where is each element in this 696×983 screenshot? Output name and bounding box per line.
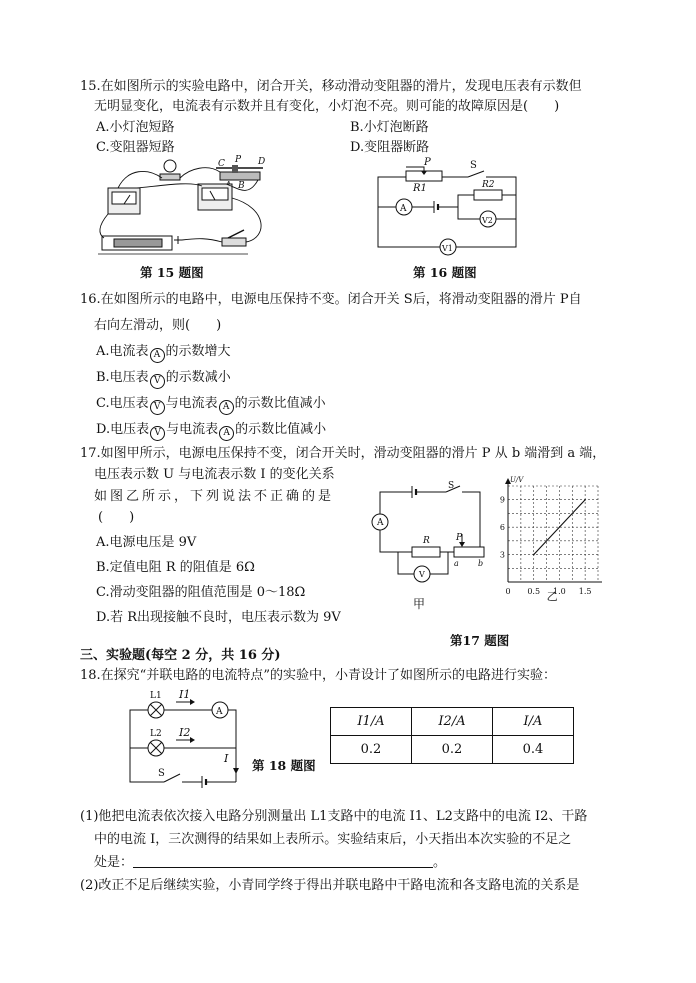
table-cell: 0.4	[493, 736, 574, 764]
answer-blank[interactable]	[133, 855, 433, 868]
q15-apparatus-figure	[98, 155, 278, 260]
q15-stem-line2: 无明显变化，电流表有示数并且有变化，小灯泡不亮。则可能的故障原因是( )	[94, 99, 560, 114]
label-i2: I2	[179, 726, 191, 739]
table-header-row	[331, 708, 574, 736]
y-tick-label: 6	[499, 523, 505, 533]
q18-caption: 第 18 题图	[252, 758, 316, 773]
x-tick-label: 0	[505, 587, 511, 596]
bulb-icon	[160, 160, 180, 180]
q15-option-b: B.小灯泡断路	[350, 120, 429, 135]
q17-option-c: C.滑动变阻器的阻值范围是 0～18Ω	[96, 585, 306, 600]
table-row	[331, 736, 574, 764]
label-s: S	[448, 481, 455, 491]
ammeter-symbol-icon: A	[150, 348, 165, 363]
q16-stem-line1: 16.在如图所示的电路中，电源电压保持不变。闭合开关 S后，将滑动变阻器的滑片 P自	[80, 292, 582, 307]
table-header-cell: I1/A	[357, 714, 385, 729]
label-s: S	[158, 768, 165, 779]
table-header-cell: I/A	[523, 714, 543, 729]
label-r: R	[423, 536, 430, 546]
table-header-cell: I2/A	[438, 714, 466, 729]
q16-option-c: C.电压表 V 与电流表 A 的示数比值减小	[96, 396, 326, 415]
label-l1: L1	[150, 691, 162, 701]
q15-stem-line1: 15.在如图所示的实验电路中，闭合开关，移动滑动变阻器的滑片，发现电压表有示数但	[80, 79, 582, 94]
q18-part2-line1: (2)改正不足后继续实验，小青同学终于得出并联电路中干路电流和各支路电流的关系是	[80, 878, 580, 893]
voltmeter-v1-label: V1	[442, 244, 453, 253]
q16-caption: 第 16 题图	[413, 265, 477, 280]
label-p: P	[424, 157, 431, 168]
q18-circuit-figure	[124, 688, 244, 788]
battery-icon	[102, 236, 182, 250]
q15-option-a: A.小灯泡短路	[96, 120, 175, 135]
ammeter-icon	[198, 184, 232, 210]
label-b: B	[238, 181, 245, 191]
voltmeter-symbol-icon: V	[150, 374, 165, 389]
voltmeter-v2-label: V2	[482, 216, 493, 225]
q17-stem-line2: 电压表示数 U 与电流表示数 I 的变化关系	[94, 467, 335, 482]
label-p: P	[235, 155, 242, 165]
label-i1: I1	[179, 688, 191, 701]
q18-part1-line1: (1)他把电流表依次接入电路分别测量出 L1支路中的电流 I1、L2支路中的电流 I2、干路	[80, 809, 588, 824]
q17-stem-line4: ( )	[98, 510, 135, 525]
q16-option-d: D.电压表 V 与电流表 A 的示数比值减小	[96, 422, 326, 441]
ammeter-label: A	[216, 707, 223, 717]
x-tick-label: 0.5	[527, 587, 541, 596]
data-point	[533, 554, 535, 556]
y-tick-label: 9	[499, 495, 505, 505]
voltmeter-icon	[108, 188, 140, 214]
voltmeter-symbol-icon: V	[150, 400, 165, 415]
y-tick-label: 3	[499, 550, 505, 560]
table-cell: 0.2	[412, 736, 493, 764]
q17-option-d: D.若 R出现接触不良时，电压表示数为 9V	[96, 610, 341, 625]
q15-caption: 第 15 题图	[140, 265, 204, 280]
q16-option-b: B.电压表 V 的示数减小	[96, 370, 231, 389]
q17-ui-chart	[496, 476, 616, 603]
label-r1: R1	[413, 183, 427, 194]
q18-data-table	[330, 707, 574, 764]
label-p: P	[456, 533, 463, 543]
q17-stem-line1: 17.如图甲所示，电源电压保持不变，闭合开关时，滑动变阻器的滑片 P 从 b 端滑到 a 端，	[80, 446, 606, 461]
label-r2: R2	[482, 180, 495, 190]
ammeter-label: A	[400, 204, 407, 214]
q16-option-a: A.电流表 A 的示数增大	[96, 344, 231, 363]
label-c: C	[218, 159, 225, 169]
q18-part1-line3: 处是： 。	[94, 855, 447, 870]
q17-circuit-figure	[368, 481, 498, 594]
label-d: D	[258, 157, 266, 167]
label-b: b	[478, 559, 484, 568]
x-tick-label: 1.5	[578, 587, 592, 596]
label-i: I	[224, 752, 229, 765]
q18-part1-line2: 中的电流 I，三次测得的结果如上表所示。实验结束后，小天指出本次实验的不足之	[94, 832, 572, 847]
label-a: a	[454, 559, 459, 568]
voltmeter-symbol-icon: V	[150, 426, 165, 441]
switch-icon	[222, 230, 246, 246]
table-cell: 0.2	[331, 736, 412, 764]
section-3-title: 三、实验题(每空 2 分，共 16 分)	[80, 648, 281, 663]
q17-figure-jia-label: 甲	[413, 597, 426, 611]
q15-option-c: C.变阻器短路	[96, 140, 175, 155]
q17-option-a: A.电源电压是 9V	[96, 535, 197, 550]
q16-circuit-figure	[376, 157, 526, 255]
voltmeter-label: V	[419, 570, 425, 579]
y-axis-label: U/V	[510, 476, 524, 484]
q18-stem: 18.在探究“并联电路的电流特点”的实验中，小青设计了如图所示的电路进行实验：	[80, 668, 556, 683]
data-point	[584, 499, 586, 501]
ammeter-symbol-icon: A	[219, 426, 234, 441]
label-l2: L2	[150, 729, 162, 739]
q17-stem-line3: 如图乙所示，下列说法不正确的是	[94, 489, 335, 504]
x-tick-label: 1.0	[553, 587, 566, 596]
label-s: S	[470, 160, 477, 171]
chart-yi-label: 乙	[546, 590, 558, 603]
q15-option-d: D.变阻器断路	[350, 140, 430, 155]
ammeter-label: A	[377, 518, 384, 528]
q16-stem-line2: 右向左滑动，则( )	[94, 318, 222, 333]
q17-caption: 第17 题图	[450, 633, 510, 648]
ammeter-symbol-icon: A	[219, 400, 234, 415]
q17-option-b: B.定值电阻 R 的阻值是 6Ω	[96, 560, 255, 575]
